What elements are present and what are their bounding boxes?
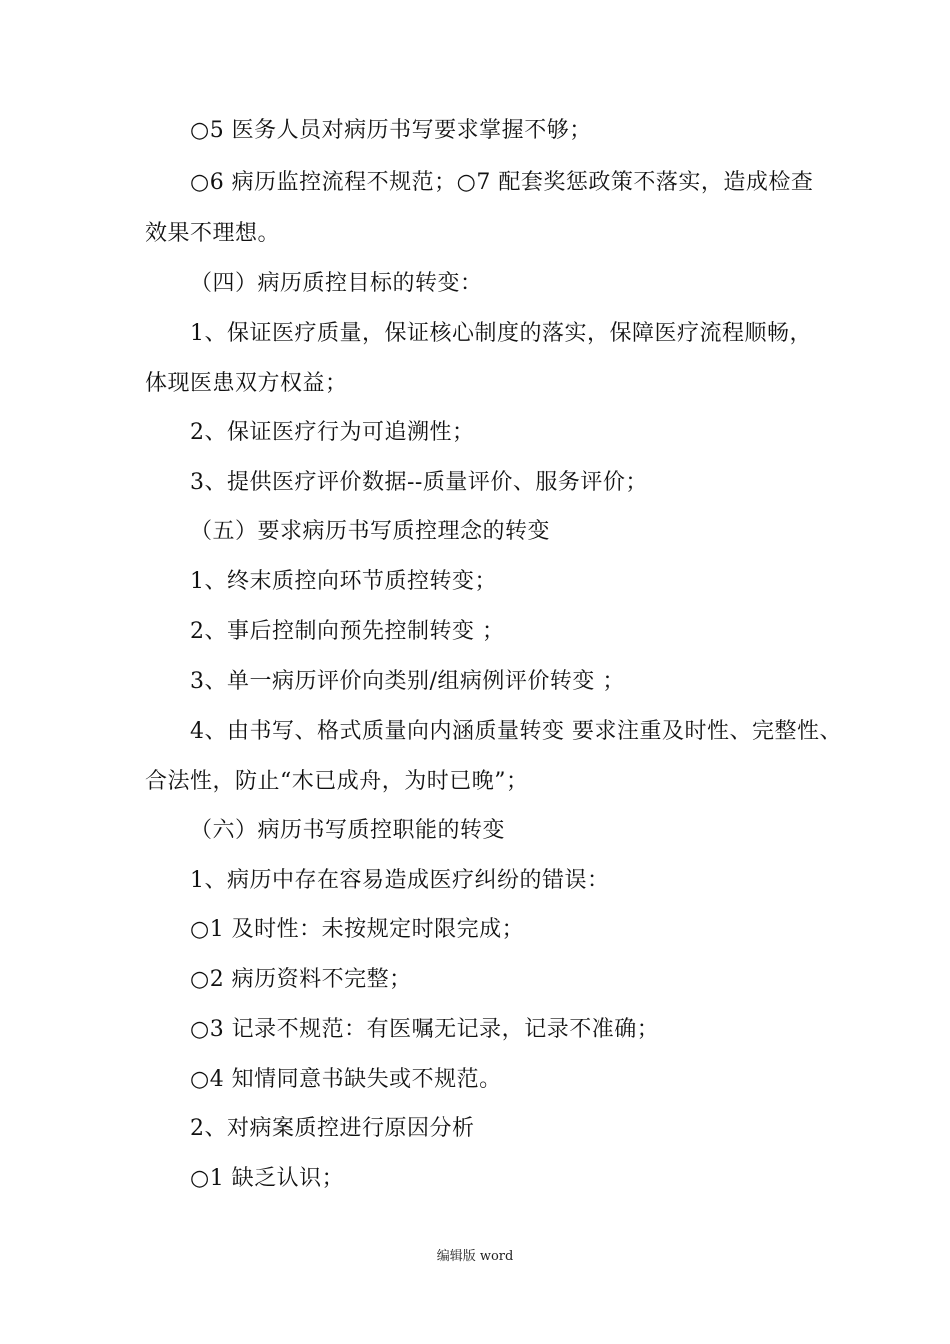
paragraph-line: ○2 病历资料不完整； — [190, 967, 412, 992]
paragraph-line: 4、由书写、格式质量向内涵质量转变 要求注重及时性、完整性、 — [190, 719, 842, 744]
paragraph-line: 合法性，防止“木已成舟，为时已晚”； — [145, 769, 529, 794]
paragraph-line: 效果不理想。 — [145, 221, 281, 246]
paragraph-line: 1、终末质控向环节质控转变； — [190, 569, 497, 594]
paragraph-line: ○6 病历监控流程不规范；○7 配套奖惩政策不落实，造成检查 — [190, 170, 814, 195]
paragraph-line: 2、对病案质控进行原因分析 — [190, 1116, 475, 1141]
paragraph-line: ○5 医务人员对病历书写要求掌握不够； — [190, 118, 592, 143]
paragraph-line: ○3 记录不规范：有医嘱无记录，记录不准确； — [190, 1017, 660, 1042]
paragraph-line: 2、事后控制向预先控制转变 ； — [190, 619, 505, 644]
paragraph-line: ○1 及时性：未按规定时限完成； — [190, 917, 525, 942]
section-heading: （四）病历质控目标的转变： — [190, 271, 483, 296]
paragraph-line: ○4 知情同意书缺失或不规范。 — [190, 1067, 502, 1092]
paragraph-line: 体现医患双方权益； — [145, 371, 348, 396]
section-heading: （六）病历书写质控职能的转变 — [190, 818, 506, 843]
paragraph-line: ○1 缺乏认识； — [190, 1166, 345, 1191]
paragraph-line: 3、单一病历评价向类别/组病例评价转变 ； — [190, 669, 625, 694]
section-heading: （五）要求病历书写质控理念的转变 — [190, 519, 551, 544]
paragraph-line: 3、提供医疗评价数据--质量评价、服务评价； — [190, 470, 648, 495]
paragraph-line: 1、病历中存在容易造成医疗纠纷的错误： — [190, 868, 610, 893]
page-footer: 编辑版 word — [436, 1249, 514, 1264]
paragraph-line: 2、保证医疗行为可追溯性； — [190, 420, 475, 445]
paragraph-line: 1、保证医疗质量，保证核心制度的落实，保障医疗流程顺畅， — [190, 321, 812, 346]
